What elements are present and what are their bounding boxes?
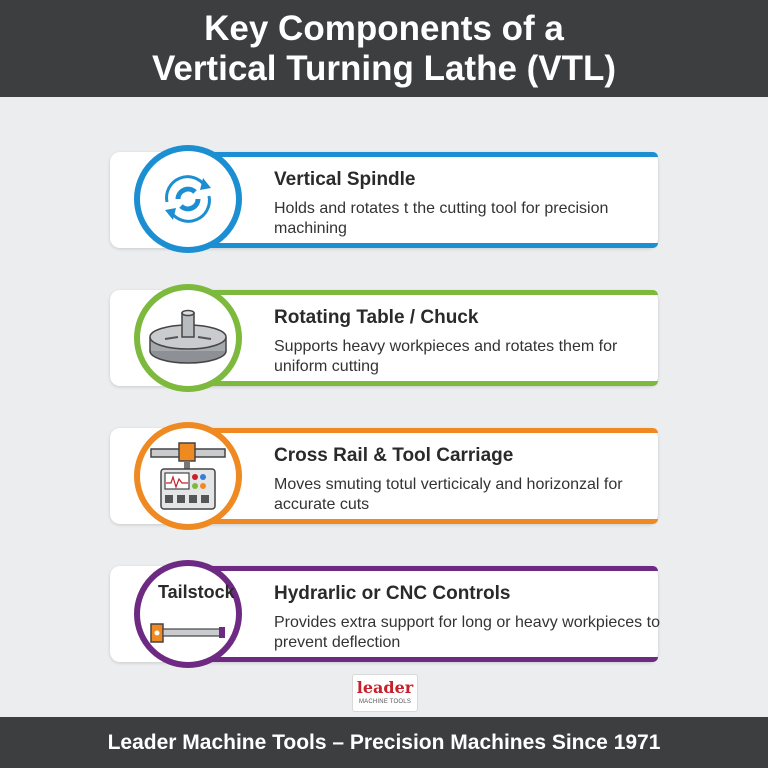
rotation-arrows-icon	[153, 164, 223, 234]
control-panel-icon	[149, 439, 227, 513]
tailstock-icon	[147, 616, 229, 656]
component-title: Cross Rail & Tool Carriage	[274, 445, 514, 466]
logo-tagline: MACHINE TOOLS	[358, 699, 412, 705]
header-banner	[0, 0, 768, 97]
component-description: Supports heavy workpieces and rotates them for uniform cutting	[274, 338, 618, 375]
leader-logo	[352, 674, 418, 712]
footer-banner: Leader Machine Tools – Precision Machines Since 1971	[0, 717, 768, 768]
component-title: Vertical Spindle	[274, 169, 416, 190]
tailstock-label: Tailstock	[158, 582, 235, 602]
rotating-chuck-icon	[145, 303, 231, 373]
title-line-2: Vertical Turning Lathe (VTL)	[151, 49, 617, 88]
circle-badge-carriage	[134, 422, 242, 530]
logo-wordmark: leader	[356, 678, 414, 697]
component-description: Holds and rotates t the cutting tool for precision machining	[274, 200, 609, 237]
title-line-1: Key Components of a	[204, 9, 564, 48]
circle-badge-tailstock	[134, 560, 242, 668]
circle-badge-spindle	[134, 145, 242, 253]
component-description: Moves smuting totul verticicaly and horizonzal for accurate cuts	[274, 476, 623, 513]
component-title: Hydrarlic or CNC Controls	[274, 583, 511, 604]
component-title: Rotating Table / Chuck	[274, 307, 479, 328]
circle-badge-chuck	[134, 284, 242, 392]
component-description: Provides extra support for long or heavy workpieces to prevent deflection	[274, 614, 660, 651]
